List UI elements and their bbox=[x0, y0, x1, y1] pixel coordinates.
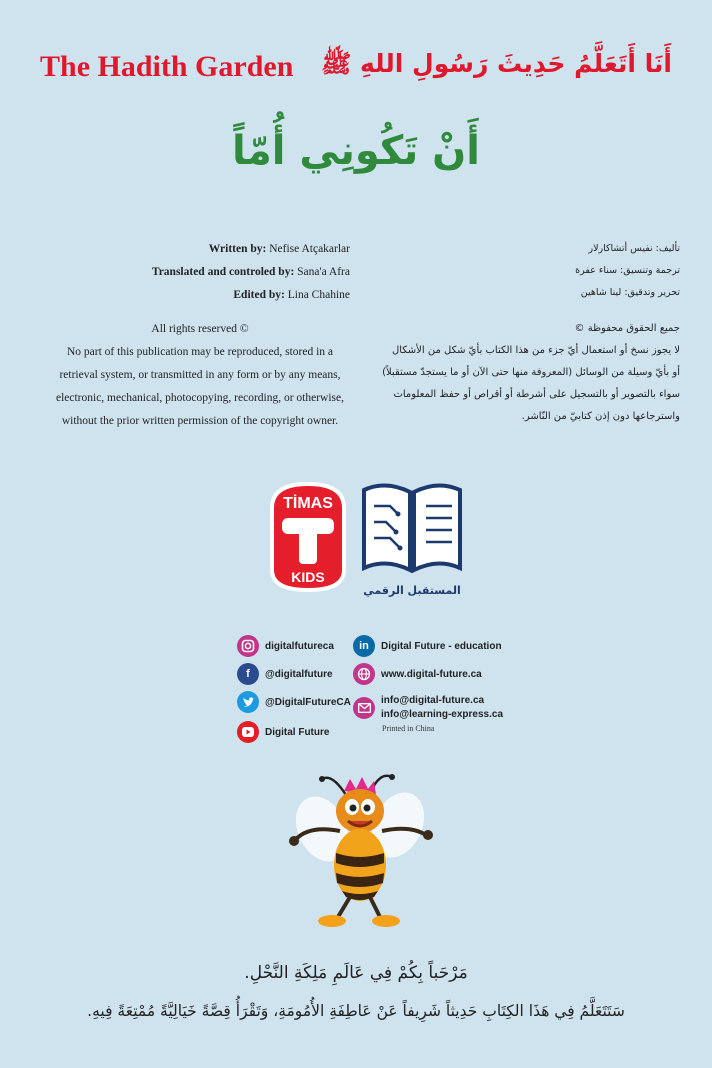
copyright-ar-title: جميع الحقوق محفوظة © bbox=[574, 323, 680, 334]
social-email[interactable] bbox=[353, 692, 503, 724]
twitter-handle: @DigitalFutureCA bbox=[265, 696, 351, 708]
series-title-english: The Hadith Garden bbox=[40, 50, 294, 83]
email-icon bbox=[353, 697, 375, 719]
linkedin-handle: Digital Future - education bbox=[381, 640, 502, 652]
copyright-ar-line: أو بأيّ وسيلة من الوسائل (المعروفة منها حتى الآن أو ما يستجدّ مستقبلاً) bbox=[382, 367, 680, 378]
credit-translated-by bbox=[152, 261, 350, 284]
welcome-text: مَرْحَباً بِكُمْ فِي عَالَمِ مَلِكَةِ النَّحْلِ. bbox=[244, 963, 468, 983]
facebook-icon: f bbox=[237, 663, 259, 685]
bee-illustration bbox=[270, 765, 450, 935]
credit-ar-editor: تحرير وتدقيق: لينا شاهين bbox=[580, 287, 680, 298]
twitter-icon bbox=[237, 691, 259, 713]
digital-future-logo-label: المستقبل الرقمي bbox=[363, 584, 461, 597]
credits-english bbox=[152, 238, 350, 307]
copyright-line: No part of this publication may be reproduced, stored in a bbox=[66, 346, 334, 358]
social-website[interactable] bbox=[353, 662, 482, 686]
credit-ar-translator: ترجمة وتنسيق: سناء عفرة bbox=[575, 265, 680, 276]
book-title: أَنْ تَكُونِي أُمّاً bbox=[231, 128, 481, 174]
timas-logo-bottom-text: KIDS bbox=[291, 569, 325, 585]
copyright-english bbox=[40, 318, 360, 433]
instagram-handle: digitalfutureca bbox=[265, 640, 334, 652]
timas-logo-top-text: TİMAS bbox=[283, 495, 333, 512]
credit-value: Lina Chahine bbox=[287, 289, 350, 301]
email-address-1: info@digital-future.ca bbox=[381, 695, 485, 706]
credit-ar-author: تأليف: نفيس أتشاكارلار bbox=[588, 243, 680, 254]
credit-label: Edited by: bbox=[233, 289, 285, 301]
copyright-line: electronic, mechanical, photocopying, recording, or otherwise, bbox=[55, 392, 345, 404]
digital-future-logo bbox=[356, 470, 468, 602]
series-title-arabic: أَنَا أَتَعَلَّمُ حَدِيثَ رَسُولِ اللهِ ﷺ bbox=[321, 49, 672, 78]
credit-edited-by bbox=[152, 284, 350, 307]
credit-label: Written by: bbox=[208, 243, 267, 255]
printed-in-note: Printed in China bbox=[382, 724, 435, 733]
social-youtube[interactable] bbox=[237, 720, 329, 744]
copyright-arabic bbox=[360, 318, 680, 428]
timas-kids-logo bbox=[262, 478, 354, 596]
social-linkedin[interactable] bbox=[353, 634, 502, 658]
youtube-icon bbox=[237, 721, 259, 743]
facebook-handle: @digitalfuture bbox=[265, 668, 333, 680]
credit-value: Nefise Atçakarlar bbox=[269, 243, 350, 255]
website-url: www.digital-future.ca bbox=[381, 668, 482, 680]
instagram-icon bbox=[237, 635, 259, 657]
credit-label: Translated and controled by: bbox=[151, 266, 295, 278]
email-address-2: info@learning-express.ca bbox=[381, 709, 504, 720]
globe-icon bbox=[353, 663, 375, 685]
copyright-line: without the prior written permission of the copyright owner. bbox=[61, 415, 339, 427]
youtube-handle: Digital Future bbox=[265, 726, 330, 738]
credit-value: Sana'a Afra bbox=[297, 266, 350, 278]
copyright-ar-line: لا يجوز نسخ أو استعمال أيّ جزء من هذا الكتاب بأيّ شكل من الأشكال bbox=[391, 345, 680, 356]
linkedin-icon: in bbox=[353, 635, 375, 657]
social-facebook[interactable] bbox=[237, 662, 333, 686]
copyright-ar-line: واسترجاعها دون إذن كتابيّ من النّاشر. bbox=[521, 411, 680, 422]
credit-written-by bbox=[152, 238, 350, 261]
copyright-ar-line: سواء بالتصوير أو بالتسجيل على أشرطة أو أقراص أو حفظ المعلومات bbox=[393, 389, 680, 400]
copyright-title: All rights reserved © bbox=[151, 323, 249, 335]
book-description: سَتَتَعَلَّمُ فِي هَذَا الكِتَابِ حَدِيثاً شَرِيفاً عَنْ عَاطِفَةِ الأُمُومَةِ، وَتَقْرَأُ قِصَّةً خَيَالِيَّةً مُمْتِعَةً فِيهِ. bbox=[87, 1002, 625, 1020]
social-instagram[interactable] bbox=[237, 634, 334, 658]
email-addresses bbox=[381, 694, 503, 722]
credits-arabic bbox=[480, 238, 680, 304]
social-twitter[interactable] bbox=[237, 690, 351, 714]
copyright-line: retrieval system, or transmitted in any form or by any means, bbox=[59, 369, 341, 381]
